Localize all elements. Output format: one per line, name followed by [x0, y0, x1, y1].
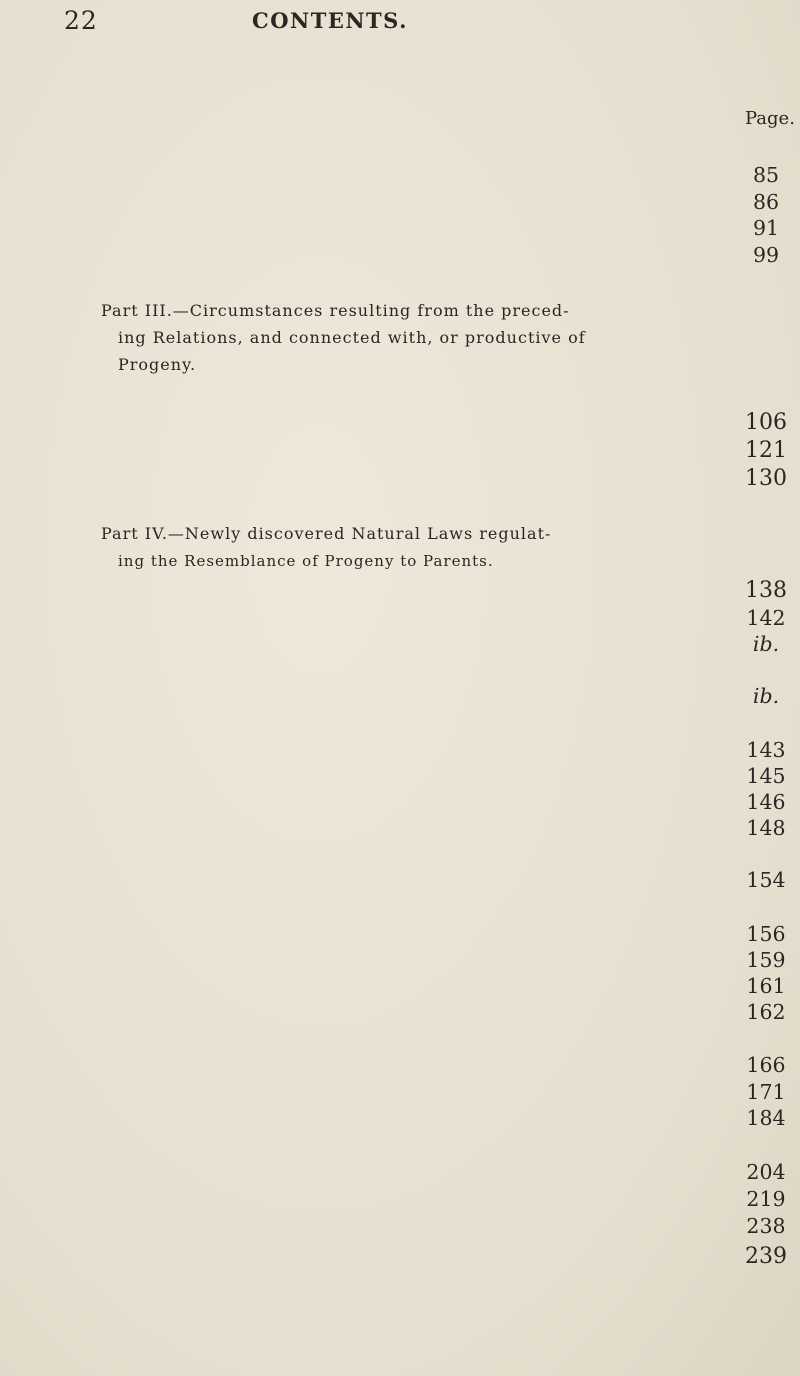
toc-page-number: 184 — [746, 1106, 786, 1130]
toc-page-number: 204 — [746, 1160, 786, 1184]
toc-page-number: 156 — [746, 922, 786, 946]
toc-page-number: 130 — [745, 466, 787, 491]
toc-page-number: 154 — [746, 868, 786, 892]
page-number: 22 — [64, 6, 98, 35]
toc-page-number: 148 — [746, 816, 786, 840]
toc-page-number: 159 — [746, 948, 786, 972]
toc-page-number: 106 — [745, 410, 787, 435]
toc-page-number: 166 — [746, 1053, 786, 1077]
toc-page-number: 219 — [746, 1187, 786, 1211]
running-title: CONTENTS. — [252, 8, 408, 33]
toc-page-number: 85 — [752, 163, 780, 187]
page-header — [0, 6, 800, 36]
toc-page-number: 239 — [745, 1244, 787, 1269]
toc-page-number: 142 — [746, 606, 786, 630]
toc-page-number: 91 — [752, 216, 780, 240]
toc-page-number: 162 — [746, 1000, 786, 1024]
toc-page-number: 171 — [746, 1080, 786, 1104]
toc-page-number: ib. — [752, 632, 780, 656]
toc-page-number: 146 — [746, 790, 786, 814]
toc-page-number: 238 — [746, 1214, 786, 1238]
toc-page-number: 99 — [752, 243, 780, 267]
toc-page-number: 161 — [746, 974, 786, 998]
part-heading: Part IV.—Newly discovered Natural Laws regulat- — [101, 524, 552, 543]
part-heading: ing the Resemblance of Progeny to Parents. — [118, 552, 494, 570]
part-heading: ing Relations, and connected with, or productive of — [118, 328, 586, 347]
toc-page-number: 138 — [745, 578, 787, 603]
toc-page-number: 86 — [752, 190, 780, 214]
toc-page-number: 145 — [746, 764, 786, 788]
page-column-heading: Page. — [745, 108, 795, 129]
part-heading: Progeny. — [118, 355, 197, 374]
part-heading: Part III.—Circumstances resulting from the preced- — [101, 301, 570, 320]
toc-page-number: ib. — [752, 684, 780, 708]
toc-page-number: 121 — [745, 438, 787, 463]
toc-page-number: 143 — [746, 738, 786, 762]
